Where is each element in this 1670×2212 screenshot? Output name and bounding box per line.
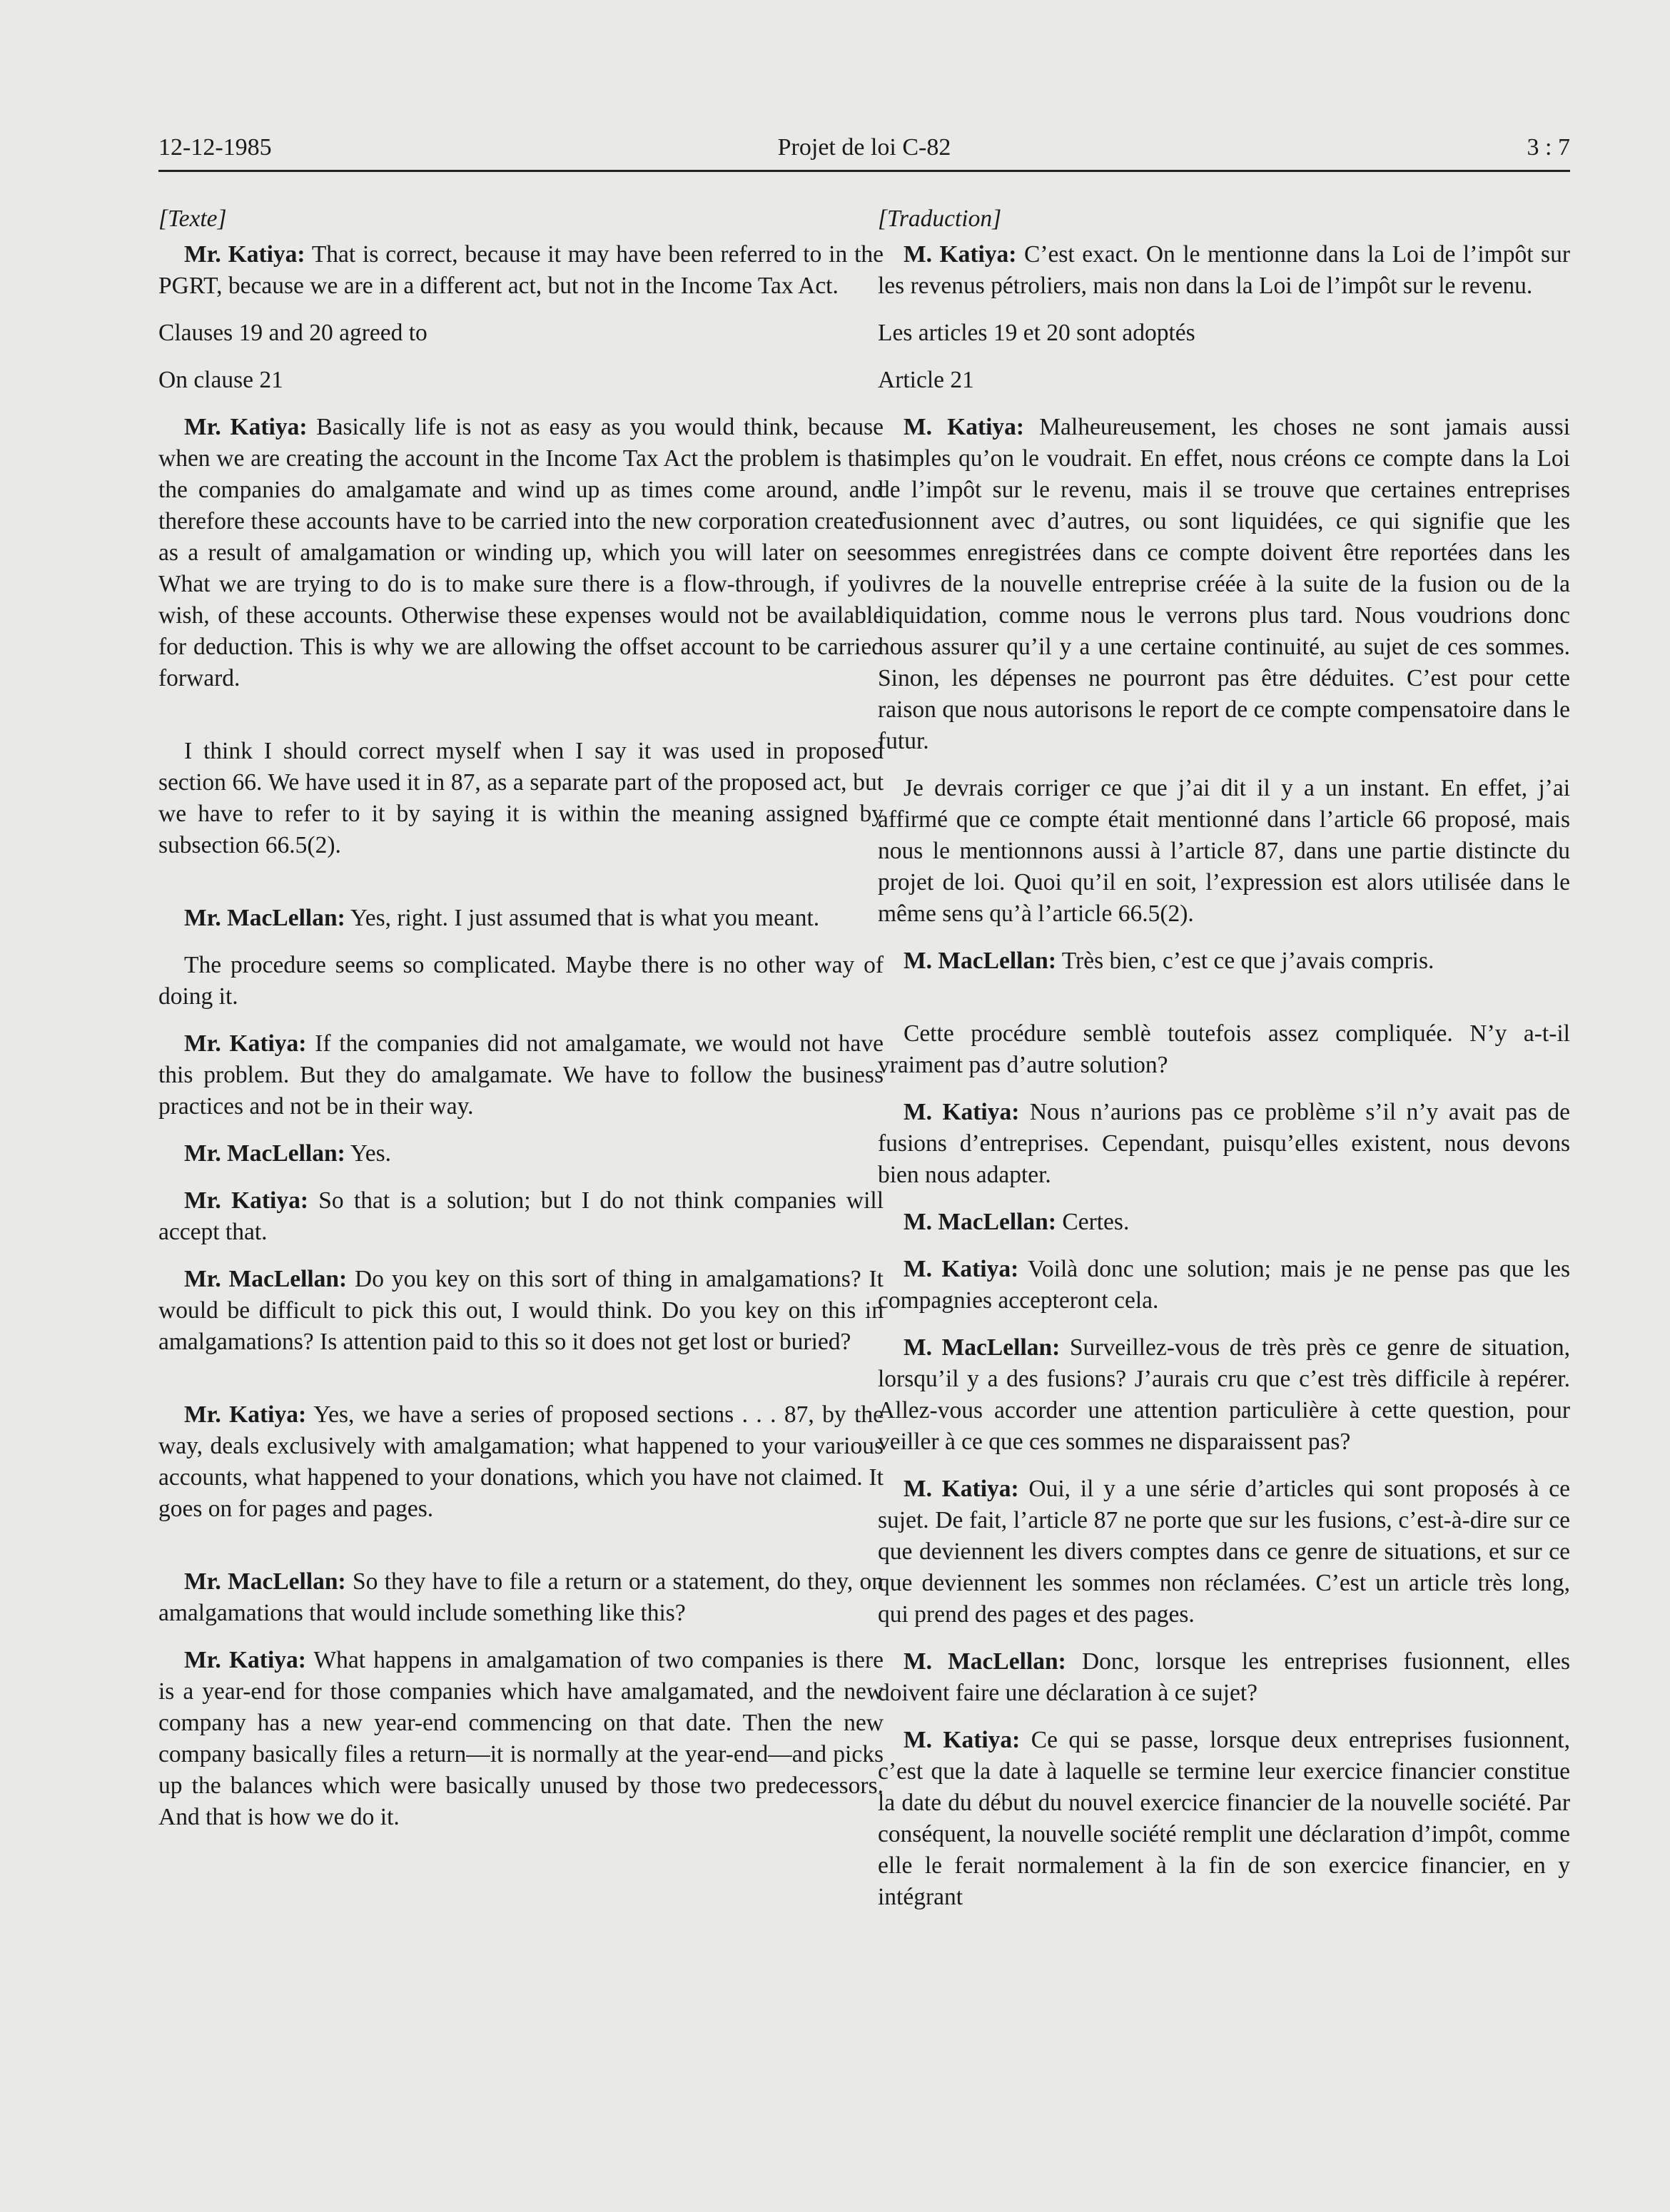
speech-text: So they have to file a return or a statement, do they, on amalgamations that would include something like this? [158,1568,884,1626]
speech-text: Basically life is not as easy as you would think, because when we are creating the account in the Income Tax Act the problem is that the companies do amalgamate and wind up as times come around, and therefore these accounts have to be carried into the new corporation created as a result of amalgamation or winding up, which you will later on see. What we are trying to do is to make sure there is a flow-through, if you wish, of these accounts. Otherwise these expenses would not be available for deduction. This is why we are allowing the offset account to be carried forward. [158,414,884,691]
speech-text: Donc, lorsque les entreprises fusionnent, elles doivent faire une déclaration à ce sujet? [878,1648,1570,1706]
paragraph [878,945,1570,977]
speech-text: What happens in amalgamation of two companies is there is a year-end for those companies which have amalgamated, and the new company has a new year-end commencing on that date. Then the new company basically files a return—it is normally at the year-end—and picks up the balances which were basically unused by those two predecessors. And that is how we do it. [158,1647,884,1830]
paragraph [158,1138,884,1170]
speech-text: Très bien, c’est ce que j’avais compris. [1061,948,1434,974]
speech-text: So that is a solution; but I do not think companies will accept that. [158,1187,884,1245]
header-page-number: 3 : 7 [1527,134,1570,161]
speaker-name: M. MacLellan: [904,948,1056,974]
paragraph [158,1264,884,1358]
paragraph [158,1185,884,1248]
speaker-name: M. Katiya: [904,414,1025,440]
speaker-name: Mr. MacLellan: [184,1140,345,1167]
speaker-name: M. Katiya: [904,1727,1021,1753]
paragraph [158,1028,884,1122]
paragraph [158,239,884,302]
english-column [158,203,884,1849]
speech-text: Certes. [1062,1209,1130,1235]
speaker-name: M. Katiya: [904,1256,1019,1282]
paragraph: Cette procédure semblè toutefois assez compliquée. N’y a-t-il vraiment pas d’autre solution? [878,1020,1570,1078]
paragraph [878,1254,1570,1316]
paragraph [158,1645,884,1833]
speech-text: Do you key on this sort of thing in amalgamations? It would be difficult to pick this out, I would think. Do you key on this in amalgamations? Is attention paid to this so it does not get lost or buried? [158,1266,884,1355]
paragraph [878,1646,1570,1709]
paragraph [878,239,1570,302]
speaker-name: Mr. Katiya: [184,414,308,440]
speaker-name: Mr. Katiya: [184,1647,306,1673]
section-label: [Traduction] [878,206,1002,232]
speech-text: Yes, right. I just assumed that is what you meant. [350,905,820,931]
speech-text: Yes. [350,1140,392,1167]
speech-text: Malheureusement, les choses ne sont jamais aussi simples qu’on le voudrait. En effet, nous créons ce compte dans la Loi de l’impôt sur le revenu, mais il se trouve que certaines entreprises fusionnent avec d’autres, ou sont liquidées, ce qui signifie que les sommes enregistrées dans ce compte doivent être reportées dans les livres de la nouvelle entreprise créée à la suite de la fusion ou de la liquidation, comme nous le verrons plus tard. Nous voudrions donc nous assurer qu’il y a une certaine continuité, au sujet de ces sommes. Sinon, les dépenses ne pourront pas être déduites. C’est pour cette raison que nous autorisons le report de ce compte compensatoire dans le futur. [878,414,1571,754]
paragraph [878,1097,1570,1191]
speaker-name: M. MacLellan: [904,1209,1056,1235]
speech-text: Oui, il y a une série d’articles qui sont proposés à ce sujet. De fait, l’article 87 ne porte que sur les fusions, c’est-à-dire sur ce que deviennent les divers comptes dans ce genre de situations, et sur ce que deviennent les sommes non réclamées. C’est un article très long, qui prend des pages et des pages. [878,1476,1571,1628]
speaker-name: Mr. Katiya: [184,241,305,268]
speech-text: Nous n’aurions pas ce problème s’il n’y avait pas de fusions d’entreprises. Cependant, puisqu’elles existent, nous devons bien nous adapter. [878,1099,1571,1188]
french-column [878,203,1570,1929]
speaker-name: M. MacLellan: [904,1334,1061,1361]
speech-text: Voilà donc une solution; mais je ne pense pas que les compagnies accepteront cela. [878,1256,1570,1314]
speaker-name: Mr. MacLellan: [184,1266,348,1292]
paragraph [158,412,884,694]
speaker-name: Mr. Katiya: [184,1401,307,1428]
speaker-name: M. Katiya: [904,241,1017,268]
paragraph [878,412,1570,757]
speaker-name: Mr. Katiya: [184,1187,308,1214]
section-label: [Texte] [158,206,227,232]
paragraph: I think I should correct myself when I say it was used in proposed section 66. We have used it in 87, as a separate part of the proposed act, but we have to refer to it by saying it is within the meaning assigned by subsection 66.5(2). [158,738,884,858]
clause-heading: On clause 21 [158,367,283,393]
speaker-name: M. MacLellan: [904,1648,1066,1675]
proceeding-note: Les articles 19 et 20 sont adoptés [878,320,1195,346]
header-date: 12-12-1985 [158,134,272,161]
speech-text: Ce qui se passe, lorsque deux entreprises fusionnent, c’est que la date à laquelle se termine leur exercice financier constitue la date du début du nouvel exercice financier de la nouvelle société. Par conséquent, la nouvelle société remplit une déclaration d’impôt, comme elle le ferait normalement à la fin de son exercice financier, en y intégrant [878,1727,1571,1910]
paragraph [878,1207,1570,1238]
speaker-name: M. Katiya: [904,1476,1019,1502]
speech-text: That is correct, because it may have been referred to in the PGRT, because we are in a different act, but not in the Income Tax Act. [158,241,884,299]
speech-text: If the companies did not amalgamate, we would not have this problem. But they do amalgamate. We have to follow the business practices and not be in their way. [158,1030,884,1120]
paragraph [878,1332,1570,1458]
speech-text: Yes, we have a series of proposed sections . . . 87, by the way, deals exclusively with amalgamation; what happened to your various accounts, what happened to your donations, which you have not claimed. It goes on for pages and pages. [158,1401,884,1522]
paragraph [158,1566,884,1629]
paragraph [158,1399,884,1525]
header-title: Projet de loi C-82 [777,134,951,161]
paragraph [158,903,884,934]
paragraph [878,1725,1570,1913]
speech-text: C’est exact. On le mentionne dans la Loi de l’impôt sur les revenus pétroliers, mais non dans la Loi de l’impôt sur le revenu. [878,241,1570,299]
paragraph [878,1473,1570,1630]
speaker-name: M. Katiya: [904,1099,1020,1125]
clause-heading: Article 21 [878,367,974,393]
page-header [158,130,1570,166]
speaker-name: Mr. Katiya: [184,1030,307,1057]
header-rule [158,170,1570,172]
speaker-name: Mr. MacLellan: [184,1568,346,1595]
proceeding-note: Clauses 19 and 20 agreed to [158,320,427,346]
speech-text: Surveillez-vous de très près ce genre de situation, lorsqu’il y a des fusions? J’aurais cru que c’est très difficile à repérer. Allez-vous accorder une attention particulière à cette question, pour veiller à ce que ces sommes ne disparaissent pas? [878,1334,1570,1455]
speaker-name: Mr. MacLellan: [184,905,345,931]
paragraph: Je devrais corriger ce que j’ai dit il y a un instant. En effet, j’ai affirmé que ce compte était mentionné dans l’article 66 proposé, mais nous le mentionnons aussi à l’article 87, dans une partie distincte du projet de loi. Quoi qu’il en soit, l’expression est alors utilisée dans le même sens qu’à l’article 66.5(2). [878,775,1570,927]
paragraph: The procedure seems so complicated. Maybe there is no other way of doing it. [158,952,884,1010]
